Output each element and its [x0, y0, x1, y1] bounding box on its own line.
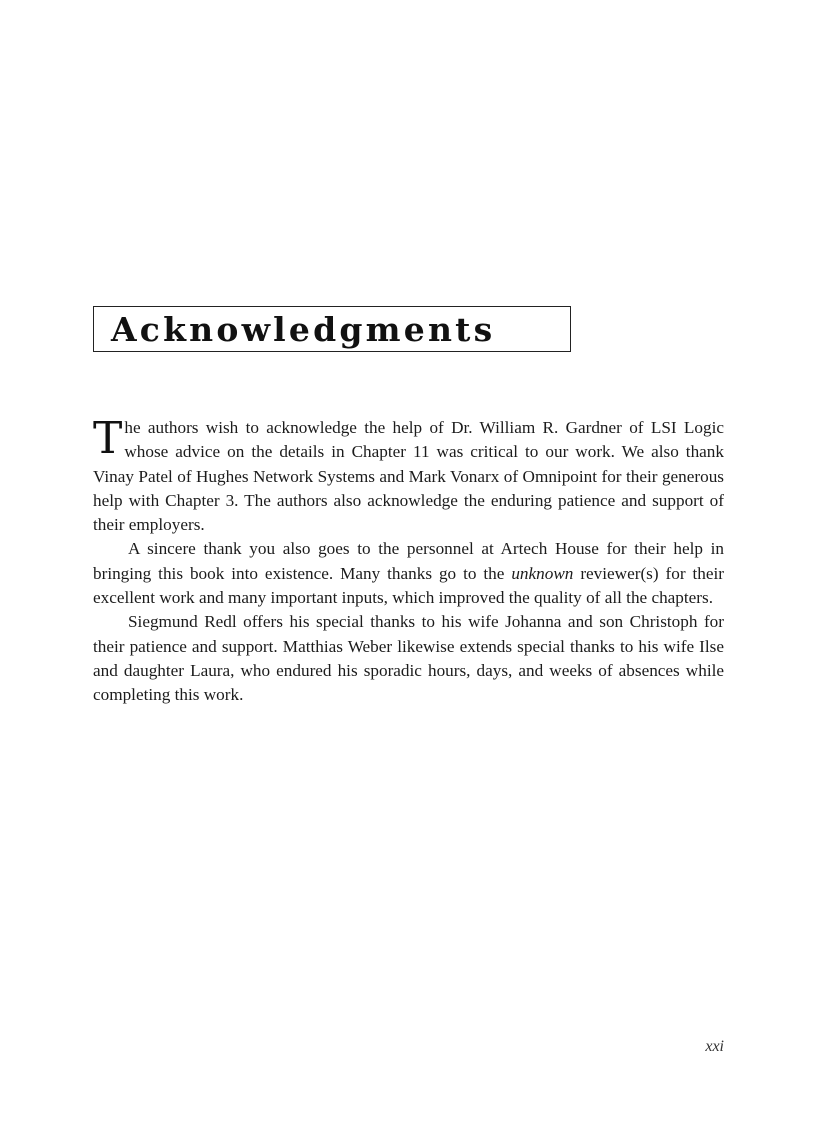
paragraph-1 — [93, 413, 724, 537]
paragraph-3 — [93, 610, 724, 707]
heading-box — [93, 306, 571, 352]
paragraph-2 — [93, 537, 724, 610]
drop-cap: T — [93, 413, 123, 464]
paragraph-2-italic: unknown — [511, 563, 574, 583]
paragraph-3-text: Siegmund Redl offers his special thanks to his wife Johanna and son Christoph for their patience and support. Matthias Weber likewise extends special thanks to his wife Ilse and daughter Laura, who endured his sporadic hours, days, and weeks of absences while completing this work. — [93, 612, 724, 705]
paragraph-2-text-after: reviewer(s) for their excellent work and many important inputs, which improved the quality of all the chapters. — [93, 563, 724, 608]
paragraph-2-text-before: A sincere thank you also goes to the personnel at Artech House for their help in bringing this book into existence. Many thanks go to the — [93, 539, 724, 583]
body-text — [93, 413, 724, 708]
page-title: Acknowledgments — [111, 309, 496, 349]
page-number: xxi — [705, 1038, 724, 1055]
paragraph-1-text: he authors wish to acknowledge the help of Dr. William R. Gardner of LSI Logic whose advice on the details in Chapter 11 was critical to our work. We also thank Vinay Patel of Hughes Network Systems and Mark Vonarx of Omnipoint for their generous help with Chapter 3. The authors also acknowledge the enduring patience and support of their employers. — [93, 418, 724, 535]
